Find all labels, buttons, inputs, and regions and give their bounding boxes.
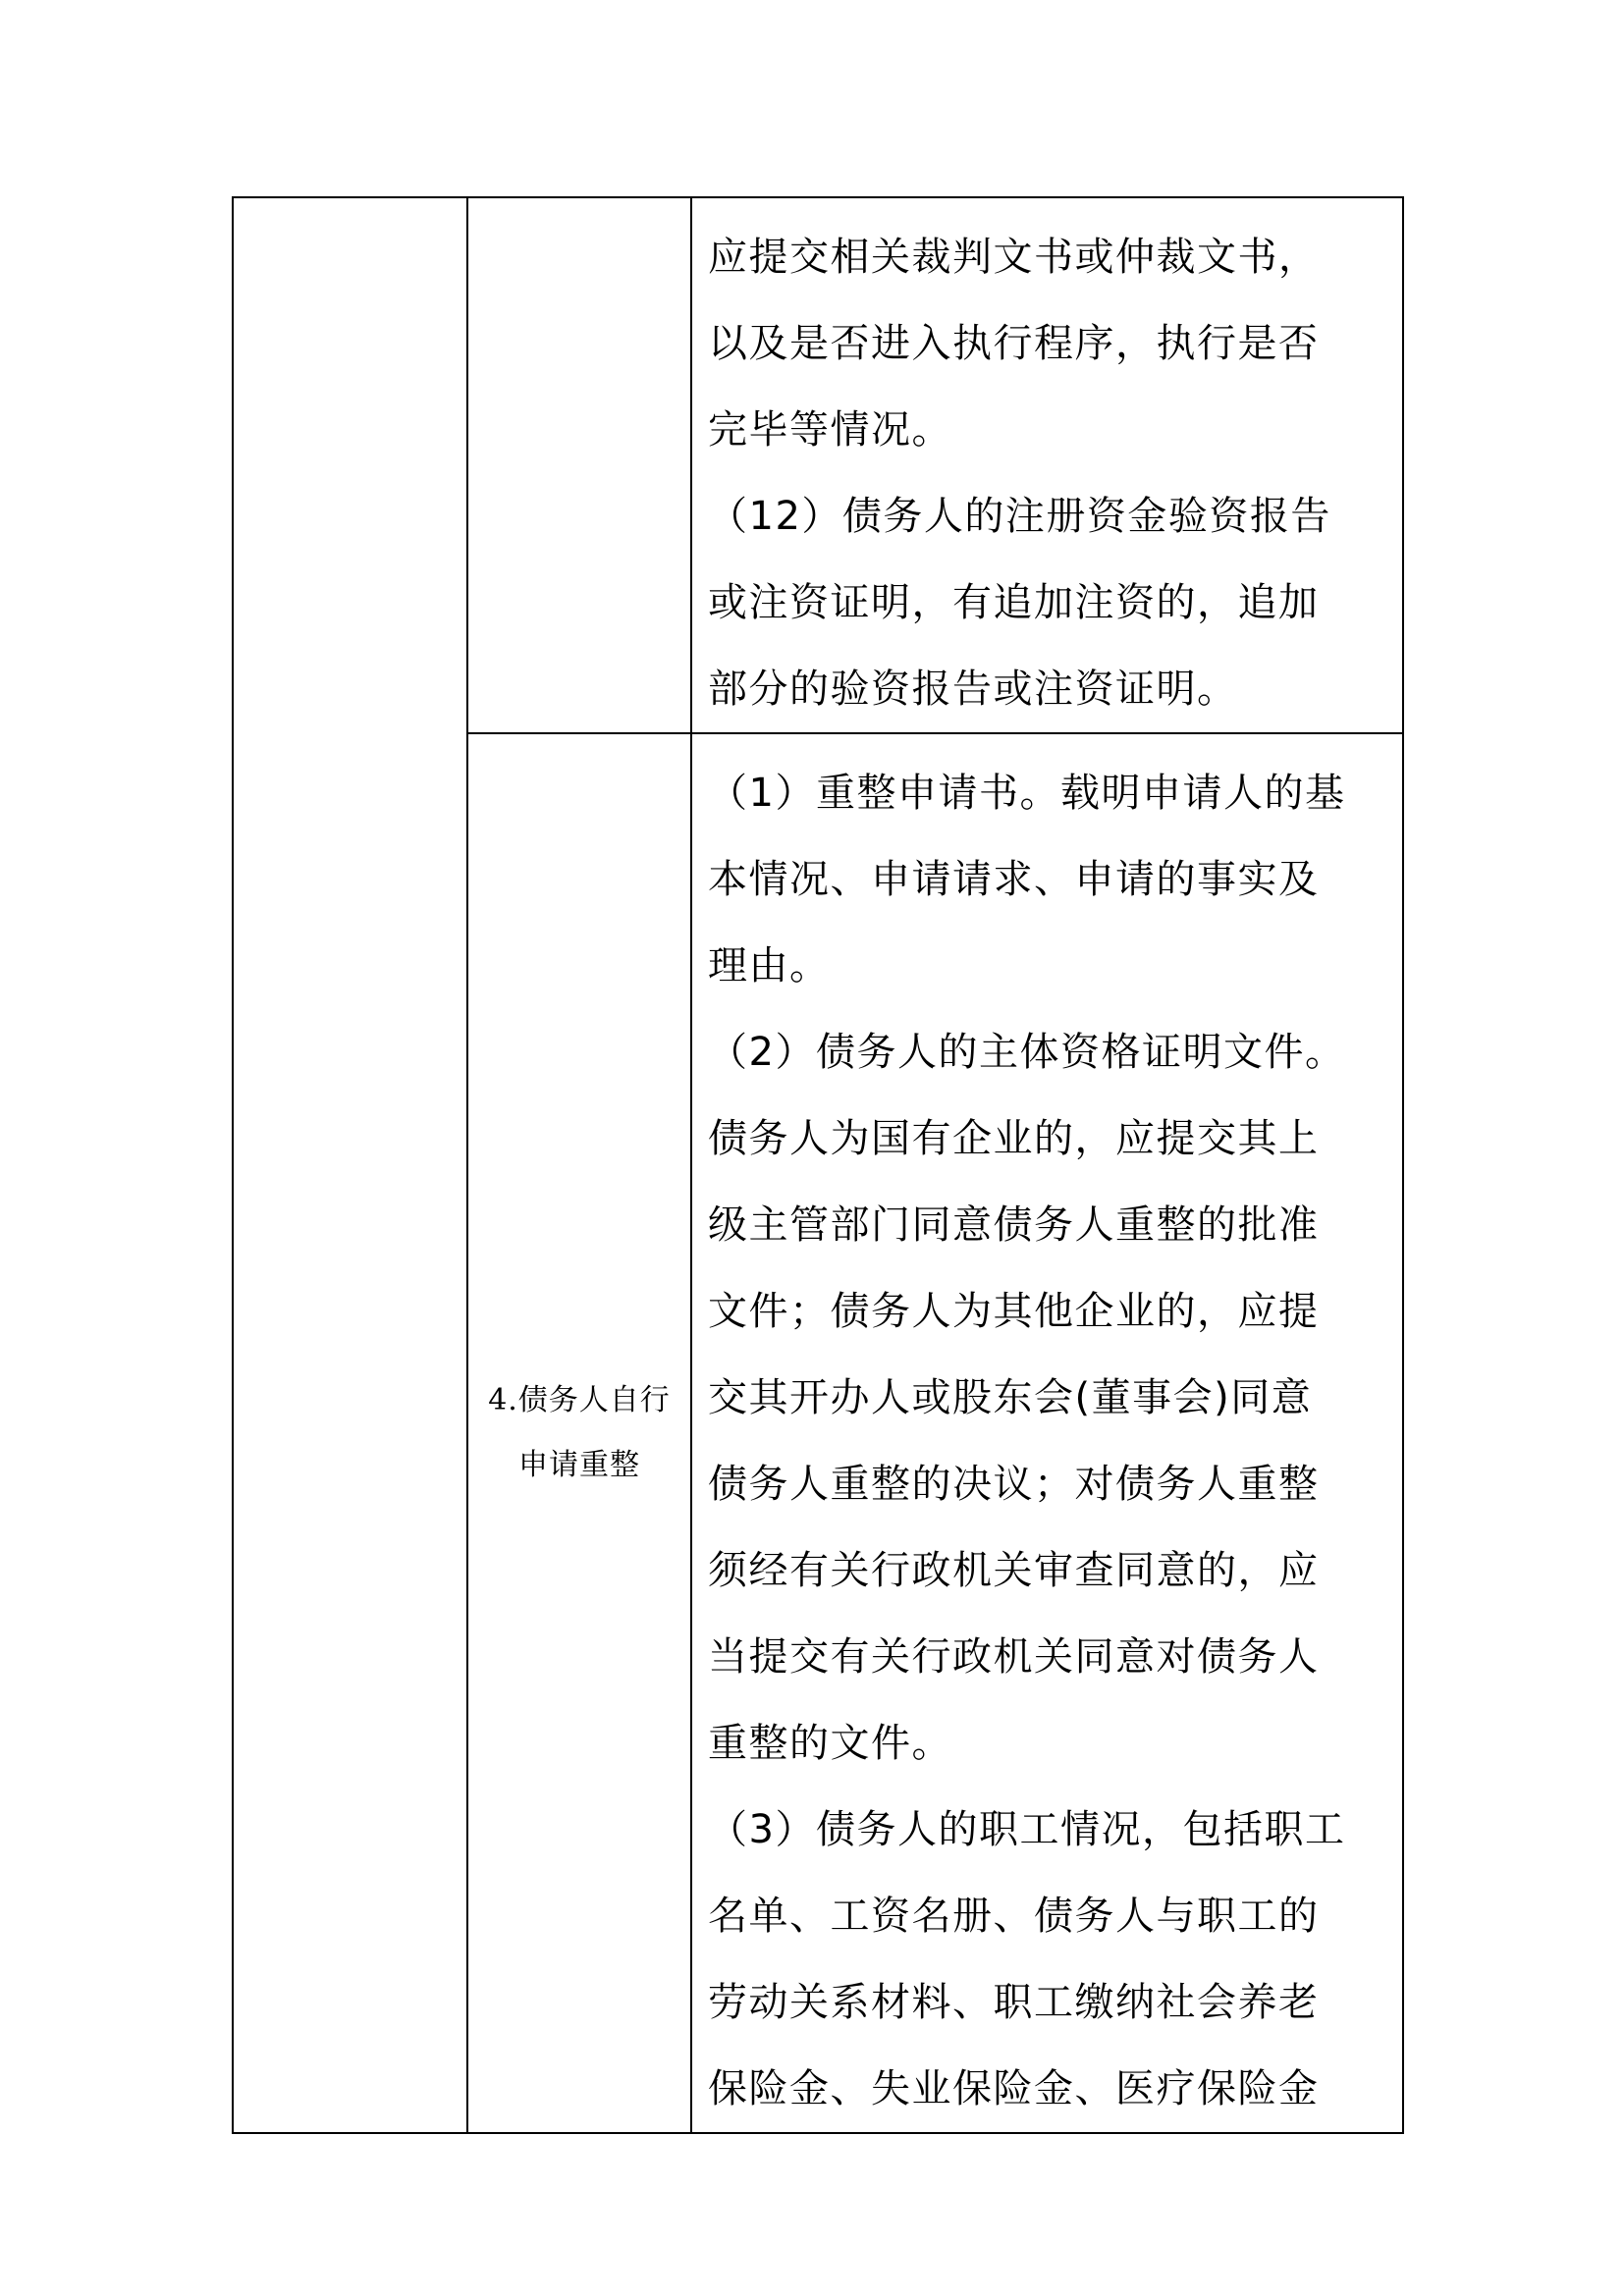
text-line: 级主管部门同意债务人重整的批准 bbox=[708, 1202, 1320, 1248]
item-cell-empty bbox=[467, 197, 691, 733]
text-line: （12）债务人的注册资金验资报告 bbox=[708, 494, 1331, 539]
table-row bbox=[233, 197, 1403, 733]
text-line: 交其开办人或股东会(董事会)同意 bbox=[708, 1375, 1313, 1420]
category-cell-empty bbox=[233, 197, 467, 2133]
text-line: 理由。 bbox=[708, 943, 831, 988]
text-line: 部分的验资报告或注资证明。 bbox=[708, 667, 1238, 712]
text-line: 文件；债务人为其他企业的，应提 bbox=[708, 1289, 1320, 1334]
section-label-cell bbox=[467, 733, 691, 2133]
text-line: 劳动关系材料、职工缴纳社会养老 bbox=[708, 1980, 1320, 2025]
section-label bbox=[468, 1368, 690, 1498]
text-line: 名单、工资名册、债务人与职工的 bbox=[708, 1894, 1320, 1939]
text-line: （2）债务人的主体资格证明文件。 bbox=[708, 1030, 1346, 1075]
text-line: 以及是否进入执行程序，执行是否 bbox=[708, 321, 1320, 366]
requirements-table bbox=[232, 196, 1404, 2134]
text-line: 重整的文件。 bbox=[708, 1721, 952, 1766]
text-line: 保险金、失业保险金、医疗保险金 bbox=[708, 2066, 1320, 2111]
text-line: 债务人为国有企业的，应提交其上 bbox=[708, 1116, 1320, 1161]
text-line: 或注资证明，有追加注资的，追加 bbox=[708, 580, 1320, 625]
section-label-line: 4.债务人自行 bbox=[488, 1383, 671, 1417]
text-line: （1）重整申请书。载明申请人的基 bbox=[708, 771, 1346, 816]
text-line: 应提交相关裁判文书或仲裁文书， bbox=[708, 235, 1320, 280]
materials-cell bbox=[691, 733, 1403, 2133]
text-line: 债务人重整的决议；对债务人重整 bbox=[708, 1462, 1320, 1507]
text-line: 本情况、申请请求、申请的事实及 bbox=[708, 857, 1320, 902]
text-line: 当提交有关行政机关同意对债务人 bbox=[708, 1634, 1320, 1680]
text-line: （3）债务人的职工情况，包括职工 bbox=[708, 1807, 1346, 1852]
materials-text bbox=[692, 734, 1402, 2132]
text-line: 完毕等情况。 bbox=[708, 407, 952, 453]
text-line: 须经有关行政机关审查同意的，应 bbox=[708, 1548, 1320, 1593]
section-label-line: 申请重整 bbox=[518, 1448, 640, 1482]
materials-text bbox=[692, 198, 1402, 732]
materials-cell bbox=[691, 197, 1403, 733]
